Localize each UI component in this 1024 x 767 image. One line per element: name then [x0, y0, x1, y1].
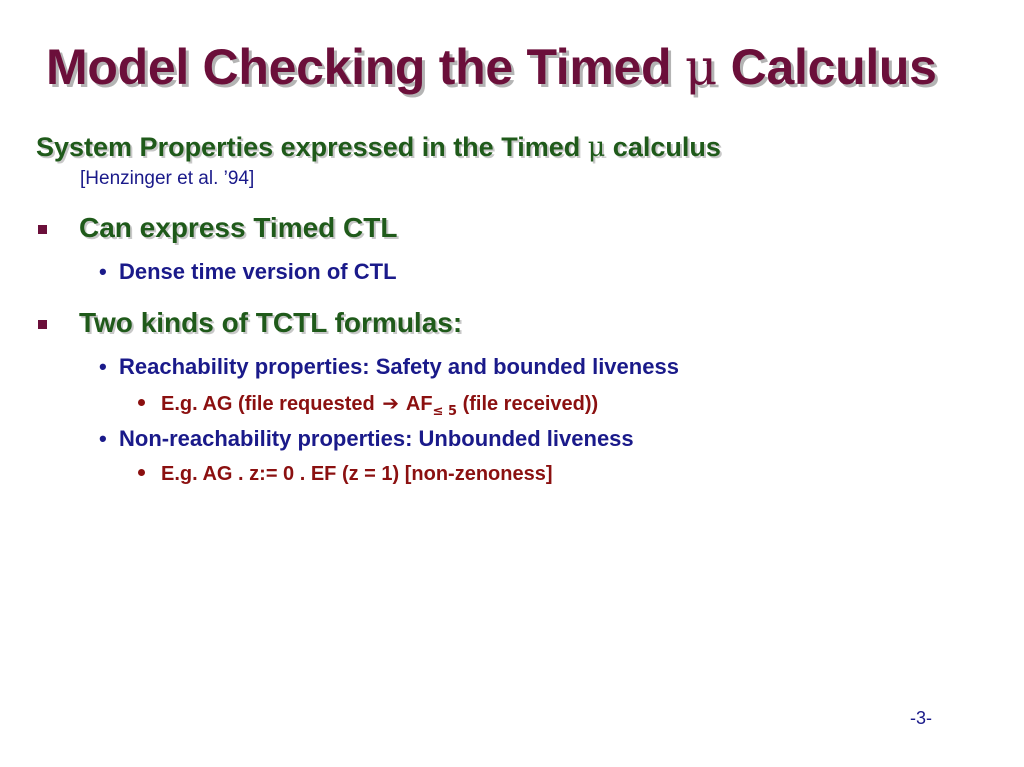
section-heading	[36, 132, 721, 163]
bullet-level2	[99, 259, 397, 285]
right-arrow-icon: ➔	[382, 393, 400, 415]
bullet-level3	[138, 391, 599, 419]
dot-bullet-icon: •	[99, 426, 107, 451]
bullet-level2	[99, 354, 679, 380]
disc-bullet-icon	[138, 399, 145, 406]
bullet-label: Dense time version of CTL	[119, 259, 397, 284]
mu-symbol: μ	[587, 132, 606, 163]
square-bullet-icon	[38, 225, 47, 234]
bullet-label: Can express Timed CTL	[79, 212, 398, 243]
subscript-bound: ≤ 5	[432, 404, 458, 419]
mu-symbol: μ	[684, 38, 718, 96]
dot-bullet-icon: •	[99, 354, 107, 379]
bullet-level1	[38, 307, 462, 339]
square-bullet-icon	[38, 320, 47, 329]
disc-bullet-icon	[138, 469, 145, 476]
heading-text-end: calculus	[605, 132, 721, 162]
example-text: E.g. AG . z:= 0 . EF (z = 1) [non-zenoness]	[161, 463, 553, 485]
example-suffix: (file received))	[457, 393, 599, 415]
bullet-level1	[38, 212, 397, 244]
heading-text: System Properties expressed in the Timed	[36, 132, 588, 162]
bullet-label: Reachability properties: Safety and bounded liveness	[119, 354, 679, 379]
bullet-level2	[99, 426, 634, 452]
slide-title	[46, 38, 937, 96]
bullet-label: Two kinds of TCTL formulas:	[79, 307, 463, 338]
example-prefix: E.g. AG (file requested	[161, 393, 381, 415]
title-text: Model Checking the Timed	[46, 39, 685, 95]
dot-bullet-icon: •	[99, 259, 107, 284]
citation: [Henzinger et al. ’94]	[80, 168, 255, 189]
bullet-label: Non-reachability properties: Unbounded liveness	[119, 426, 634, 451]
bullet-level3	[138, 463, 553, 486]
example-af: AF	[401, 393, 433, 415]
page-number: -3-	[910, 708, 932, 728]
title-text-end: Calculus	[717, 39, 937, 95]
